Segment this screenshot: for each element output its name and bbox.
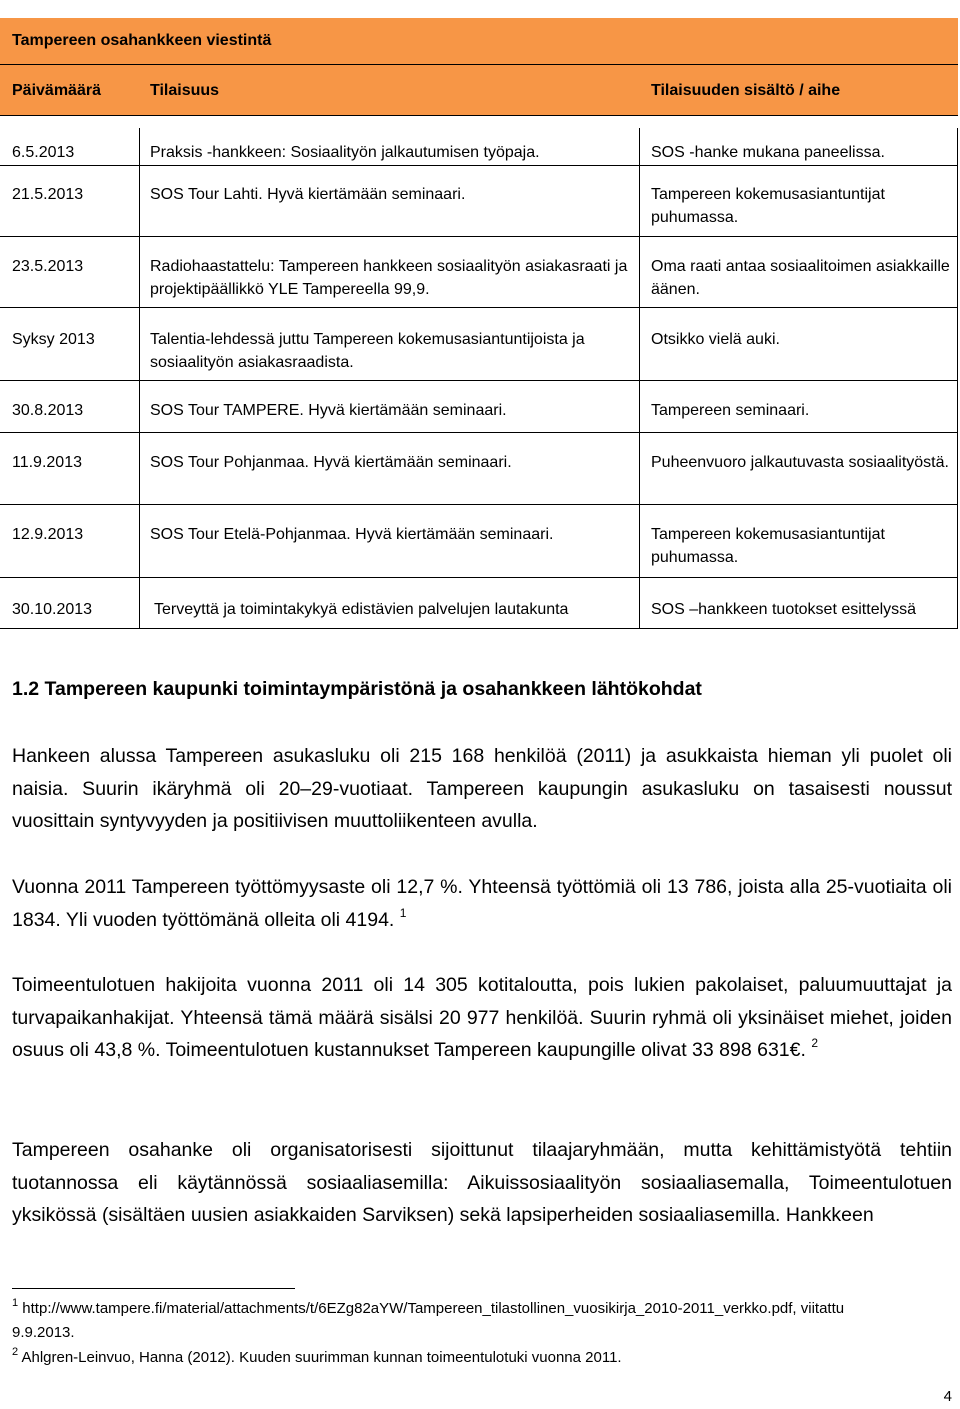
row-topic: Tampereen seminaari.	[651, 402, 810, 419]
row-date: 11.9.2013	[12, 454, 82, 471]
row-event: SOS Tour Lahti. Hyvä kiertämään seminaari.	[150, 186, 466, 203]
table-row	[0, 578, 958, 629]
footnote-2	[12, 1346, 892, 1370]
paragraph-text: Hankeen alussa Tampereen asukasluku oli 215 168 henkilöä (2011) ja asukkaista hieman yli puolet oli naisia. Suurin ikäryhmä oli 20–29-vuotiaat. Tampereen kaupungin asukasluku on tasaisesti noussut vuosittain syntyvyyden ja positiivisen muuttoliikenteen avulla.	[12, 745, 952, 832]
header-date: Päivämäärä	[12, 82, 101, 99]
row-date: 12.9.2013	[12, 526, 84, 543]
row-topic: Puheenvuoro jalkautuvasta sosiaalityöstä.	[651, 454, 949, 471]
row-topic: Tampereen kokemusasiantuntijat puhumassa.	[651, 186, 885, 226]
section-heading: 1.2 Tampereen kaupunki toimintaympäristönä ja osahankkeen lähtökohdat	[12, 678, 702, 700]
footnote-text[interactable]: http://www.tampere.fi/material/attachments/t/6EZg82aYW/Tampereen_tilastollinen_vuosikirja_2010-2011_verkko.pdf, viitattu 9.9.2013.	[12, 1300, 845, 1341]
table-row	[0, 381, 958, 433]
row-event: SOS Tour Etelä-Pohjanmaa. Hyvä kiertämään seminaari.	[150, 526, 554, 543]
table-title: Tampereen osahankkeen viestintä	[0, 18, 958, 65]
footnote-text: Ahlgren-Leinvuo, Hanna (2012). Kuuden suurimman kunnan toimeentulotuki vuonna 2011.	[21, 1349, 622, 1366]
row-event: Radiohaastattelu: Tampereen hankkeen sosiaalityön asiakasraati ja projektipäällikkö YLE Tampereella 99,9.	[150, 258, 628, 298]
row-date: 30.8.2013	[12, 402, 84, 419]
row-event: SOS Tour Pohjanmaa. Hyvä kiertämään seminaari.	[150, 454, 512, 471]
table-row	[0, 505, 958, 578]
page-number: 4	[943, 1388, 952, 1405]
row-topic: SOS –hankkeen tuotokset esittelyssä	[651, 601, 917, 618]
footnote-separator	[12, 1288, 295, 1289]
row-event: Praksis -hankkeen: Sosiaalityön jalkautumisen työpaja.	[150, 144, 540, 161]
row-event: Talentia-lehdessä juttu Tampereen kokemusasiantuntijoista ja sosiaalityön asiakasraadista.	[150, 331, 585, 371]
paragraph-population	[12, 740, 952, 838]
row-topic: Tampereen kokemusasiantuntijat puhumassa.	[651, 526, 885, 566]
footnote-number: 1	[12, 1297, 19, 1309]
footnote-number: 2	[12, 1346, 19, 1358]
table-row	[0, 433, 958, 505]
paragraph-unemployment	[12, 871, 952, 936]
row-date: 30.10.2013	[12, 601, 93, 618]
table-row	[0, 237, 958, 308]
row-event: Terveyttä ja toimintakykyä edistävien palvelujen lautakunta	[154, 601, 569, 618]
header-event: Tilaisuus	[150, 82, 220, 99]
communication-table	[0, 18, 958, 629]
paragraph-organization	[12, 1134, 952, 1232]
row-date: 6.5.2013	[12, 144, 75, 161]
row-topic: Otsikko vielä auki.	[651, 331, 780, 348]
paragraph-text: Tampereen osahanke oli organisatorisesti sijoittunut tilaajaryhmään, mutta kehittämistyötä tehtiin tuotannossa eli käytännössä sosiaaliasemilla: Aikuissosiaalityön sosiaaliasemalla, Toimeentulotuen yksikössä (sisältäen uusien asiakkaiden Sarviksen) sekä lapsiperheiden sosiaaliasemilla. Hankkeen	[12, 1139, 952, 1226]
row-date: 23.5.2013	[12, 258, 84, 275]
row-topic: SOS -hanke mukana paneelissa.	[651, 144, 885, 161]
table-header-row	[0, 65, 958, 116]
footnote-ref[interactable]: 2	[811, 1036, 819, 1050]
row-topic: Oma raati antaa sosiaalitoimen asiakkaille äänen.	[651, 258, 950, 298]
column-divider	[957, 128, 958, 629]
table-row	[0, 116, 958, 166]
footnote-1	[12, 1297, 892, 1345]
table-row	[0, 308, 958, 381]
row-date: Syksy 2013	[12, 331, 95, 348]
header-topic: Tilaisuuden sisältö / aihe	[651, 82, 841, 99]
paragraph-text: Vuonna 2011 Tampereen työttömyysaste oli 12,7 %. Yhteensä työttömiä oli 13 786, joista alla 25-vuotiaita oli 1834. Yli vuoden työttömänä olleita oli 4194.	[12, 876, 952, 931]
column-divider	[639, 128, 640, 629]
row-date: 21.5.2013	[12, 186, 84, 203]
column-divider	[139, 128, 140, 629]
paragraph-text: Toimeentulotuen hakijoita vuonna 2011 oli 14 305 kotitaloutta, pois lukien pakolaiset, paluumuuttajat ja turvapaikanhakijat. Yhteensä tämä määrä sisälsi 20 977 henkilöä. Suurin ryhmä oli yksinäiset miehet, joiden osuus oli 43,8 %. Toimeentulotuen kustannukset Tampereen kaupungille olivat 33 898 631€.	[12, 974, 952, 1061]
paragraph-income-support	[12, 969, 952, 1067]
footnote-ref[interactable]: 1	[399, 905, 407, 920]
table-row	[0, 166, 958, 237]
row-event: SOS Tour TAMPERE. Hyvä kiertämään seminaari.	[150, 402, 507, 419]
